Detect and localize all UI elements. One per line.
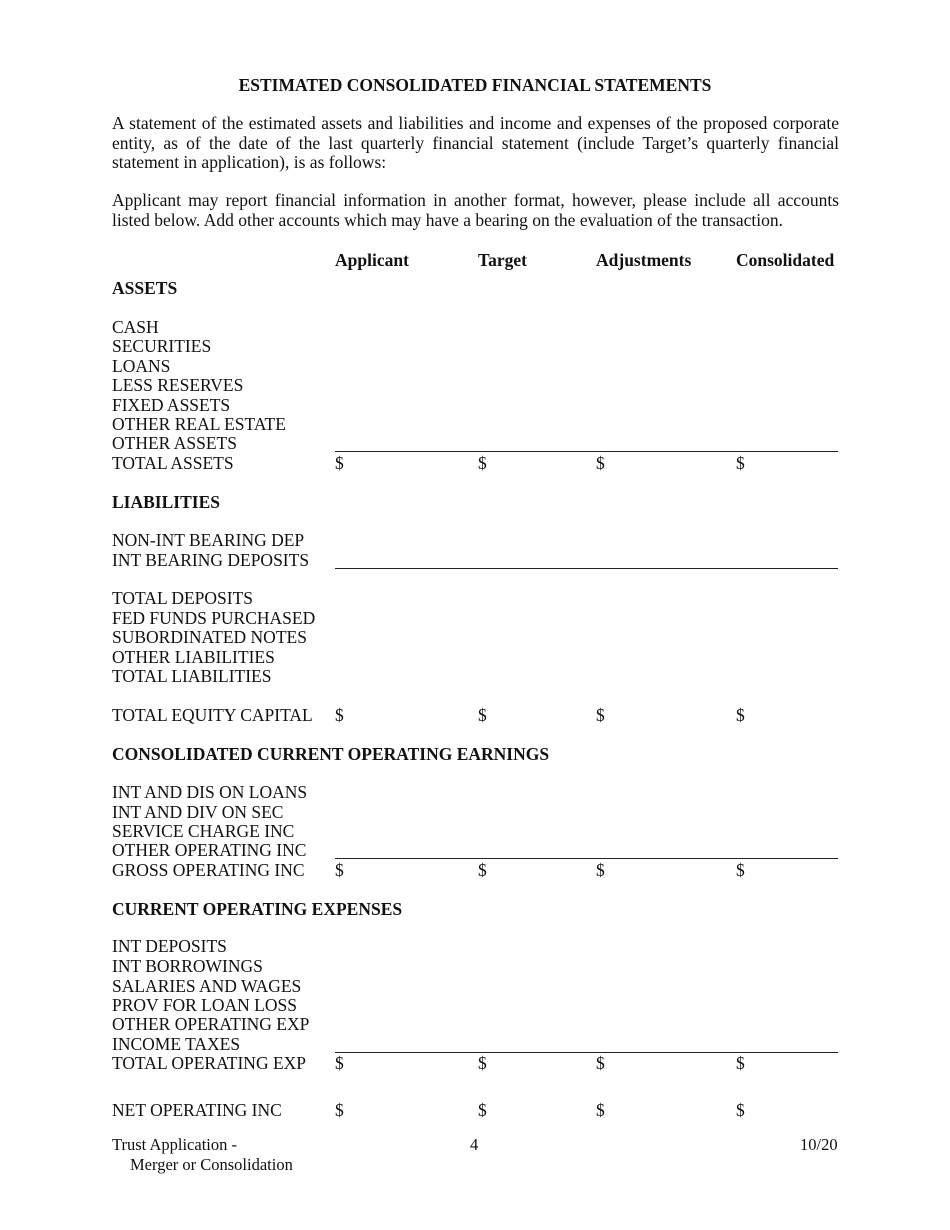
- column-header-applicant: Applicant: [335, 250, 409, 270]
- earnings-heading: CONSOLIDATED CURRENT OPERATING EARNINGS: [112, 744, 550, 764]
- line-item: FED FUNDS PURCHASED: [112, 608, 316, 628]
- line-item: SECURITIES: [112, 336, 212, 356]
- note-paragraph: Applicant may report financial information in another format, however, please include all accounts listed below. Add other accounts which may have a bearing on the evaluation of the transaction.: [112, 190, 839, 230]
- line-item: SALARIES AND WAGES: [112, 976, 302, 996]
- line-item: INCOME TAXES: [112, 1034, 241, 1054]
- consolidated-dollar: $: [736, 705, 745, 725]
- footer-doc-title: Trust Application -: [112, 1135, 237, 1154]
- gross-operating-inc-label: GROSS OPERATING INC: [112, 860, 305, 880]
- total-equity-capital-label: TOTAL EQUITY CAPITAL: [112, 705, 313, 725]
- consolidated-dollar: $: [736, 1100, 745, 1120]
- line-item: SUBORDINATED NOTES: [112, 627, 307, 647]
- applicant-dollar: $: [335, 705, 344, 725]
- line-item: PROV FOR LOAN LOSS: [112, 995, 297, 1015]
- applicant-dollar: $: [335, 453, 344, 473]
- consolidated-dollar: $: [736, 453, 745, 473]
- total-rule: [335, 1052, 838, 1053]
- line-item: INT DEPOSITS: [112, 936, 227, 956]
- net-operating-inc-label: NET OPERATING INC: [112, 1100, 282, 1120]
- consolidated-dollar: $: [736, 1053, 745, 1073]
- line-item: TOTAL LIABILITIES: [112, 666, 272, 686]
- column-header-target: Target: [478, 250, 527, 270]
- line-item: CASH: [112, 317, 159, 337]
- line-item: INT AND DIV ON SEC: [112, 802, 284, 822]
- consolidated-dollar: $: [736, 860, 745, 880]
- target-dollar: $: [478, 705, 487, 725]
- line-item: FIXED ASSETS: [112, 395, 231, 415]
- line-item: INT BORROWINGS: [112, 956, 263, 976]
- adjustments-dollar: $: [596, 1100, 605, 1120]
- adjustments-dollar: $: [596, 860, 605, 880]
- line-item: LOANS: [112, 356, 171, 376]
- revision-date: 10/20: [800, 1135, 838, 1154]
- total-rule: [335, 568, 838, 569]
- page-title: ESTIMATED CONSOLIDATED FINANCIAL STATEMENTS: [238, 75, 712, 95]
- applicant-dollar: $: [335, 860, 344, 880]
- column-header-consolidated: Consolidated: [736, 250, 835, 270]
- adjustments-dollar: $: [596, 453, 605, 473]
- line-item: OTHER LIABILITIES: [112, 647, 275, 667]
- line-item: OTHER OPERATING EXP: [112, 1014, 310, 1034]
- column-header-adjustments: Adjustments: [596, 250, 692, 270]
- applicant-dollar: $: [335, 1053, 344, 1073]
- line-item: OTHER REAL ESTATE: [112, 414, 286, 434]
- total-operating-exp-label: TOTAL OPERATING EXP: [112, 1053, 307, 1073]
- line-item: SERVICE CHARGE INC: [112, 821, 295, 841]
- assets-heading: ASSETS: [112, 278, 178, 298]
- line-item: OTHER ASSETS: [112, 433, 237, 453]
- target-dollar: $: [478, 1053, 487, 1073]
- target-dollar: $: [478, 453, 487, 473]
- target-dollar: $: [478, 860, 487, 880]
- footer-doc-subtitle: Merger or Consolidation: [130, 1155, 293, 1174]
- line-item: INT AND DIS ON LOANS: [112, 782, 308, 802]
- total-assets-label: TOTAL ASSETS: [112, 453, 234, 473]
- total-rule: [335, 858, 838, 859]
- applicant-dollar: $: [335, 1100, 344, 1120]
- line-item: OTHER OPERATING INC: [112, 840, 307, 860]
- target-dollar: $: [478, 1100, 487, 1120]
- line-item: INT BEARING DEPOSITS: [112, 550, 310, 570]
- intro-paragraph: A statement of the estimated assets and liabilities and income and expenses of the proposed corporate entity, as of the date of the last quarterly financial statement (include Target’s quarterly financial statement in application), is as follows:: [112, 113, 839, 172]
- adjustments-dollar: $: [596, 1053, 605, 1073]
- expenses-heading: CURRENT OPERATING EXPENSES: [112, 899, 403, 919]
- liabilities-heading: LIABILITIES: [112, 492, 220, 512]
- line-item: LESS RESERVES: [112, 375, 244, 395]
- line-item: NON-INT BEARING DEP: [112, 530, 305, 550]
- line-item: TOTAL DEPOSITS: [112, 588, 254, 608]
- page-number: 4: [470, 1135, 479, 1154]
- adjustments-dollar: $: [596, 705, 605, 725]
- total-rule: [335, 451, 838, 452]
